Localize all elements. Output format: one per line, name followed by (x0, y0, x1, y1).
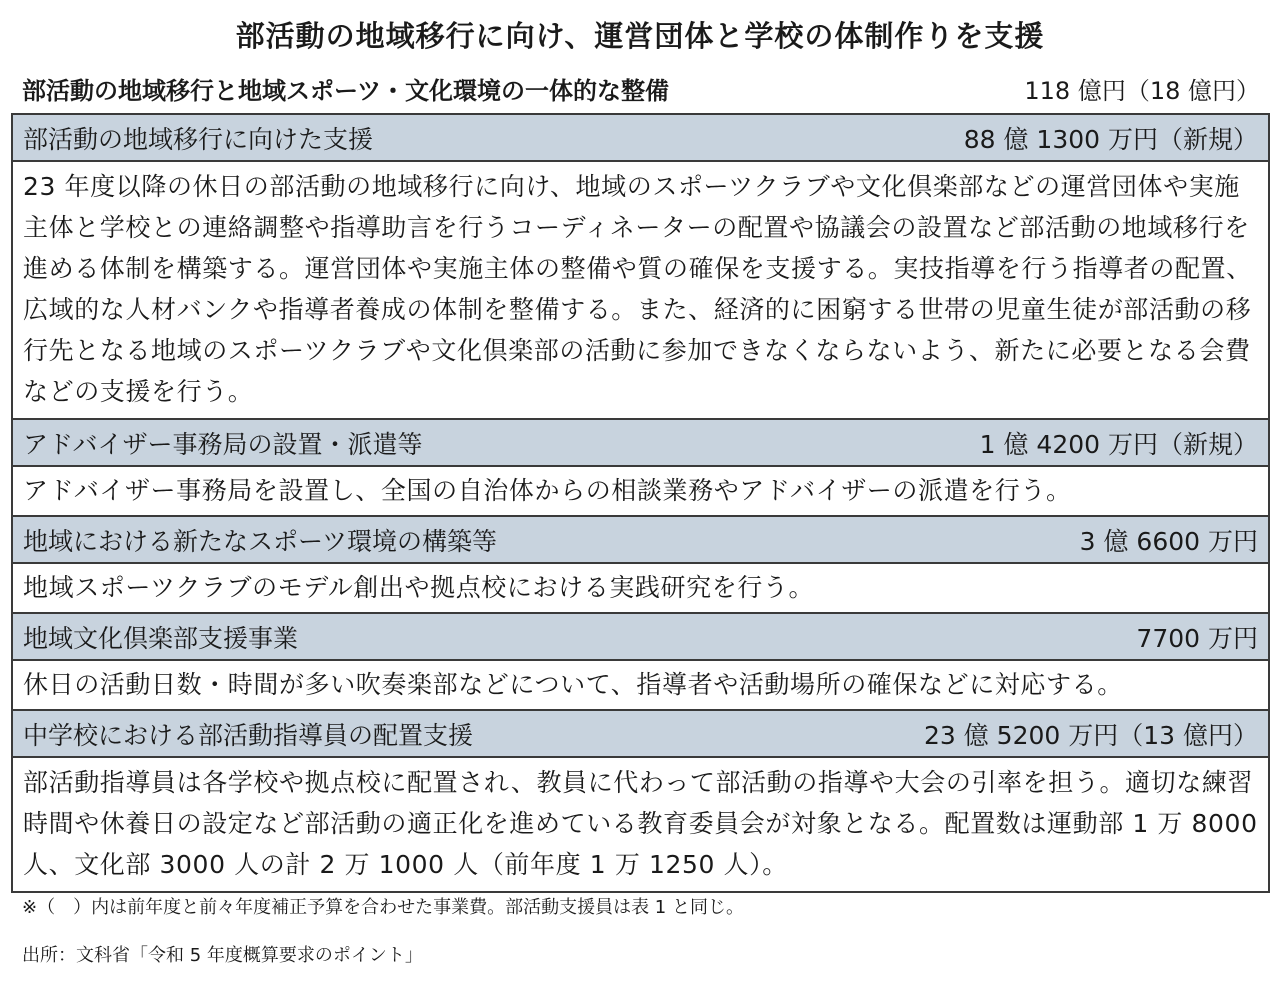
section-amount: 7700 万円 (1136, 623, 1258, 653)
section-header-club-transition (13, 115, 1268, 162)
section-heading: アドバイザー事務局の設置・派遣等 (23, 429, 423, 459)
section-heading: 地域における新たなスポーツ環境の構築等 (23, 526, 498, 556)
section-heading: 地域文化倶楽部支援事業 (23, 623, 299, 653)
section-amount: 3 億 6600 万円 (1079, 526, 1258, 556)
section-amount: 23 億 5200 万円（13 億円） (923, 720, 1258, 750)
summary-label: 部活動の地域移行と地域スポーツ・文化環境の一体的な整備 (22, 76, 670, 105)
section-header-club-instructor (13, 711, 1268, 758)
section-heading: 中学校における部活動指導員の配置支援 (23, 720, 474, 750)
section-header-sports-environment (13, 517, 1268, 564)
summary-row (22, 66, 1260, 110)
summary-amount: 118 億円（18 億円） (1024, 76, 1260, 105)
section-body-advisor-office: アドバイザー事務局を設置し、全国の自治体からの相談業務やアドバイザーの派遣を行う。 (13, 467, 1268, 517)
section-heading: 部活動の地域移行に向けた支援 (23, 124, 374, 154)
section-amount: 1 億 4200 万円（新規） (979, 429, 1258, 459)
section-body-club-instructor: 部活動指導員は各学校や拠点校に配置され、教員に代わって部活動の指導や大会の引率を担う。適切な練習時間や休養日の設定など部活動の適正化を進めている教育委員会が対象となる。配置数は運動部 1 万 8000 人、文化部 3000 人の計 2 万 1000 人（前年度 1 万 1250 人）。 (23, 768, 1258, 879)
section-header-advisor-office (13, 420, 1268, 467)
section-amount: 88 億 1300 万円（新規） (963, 124, 1258, 154)
section-header-culture-club (13, 614, 1268, 661)
source-citation: 出所：文科省「令和 5 年度概算要求のポイント」 (22, 945, 423, 966)
budget-table (11, 113, 1270, 893)
footnote: ※（ ）内は前年度と前々年度補正予算を合わせた事業費。部活動支援員は表 1 と同じ。 (22, 897, 744, 918)
section-body-sports-environment: 地域スポーツクラブのモデル創出や拠点校における実践研究を行う。 (13, 564, 1268, 614)
page-title: 部活動の地域移行に向け、運営団体と学校の体制作りを支援 (235, 19, 1045, 53)
section-body-culture-club: 休日の活動日数・時間が多い吹奏楽部などについて、指導者や活動場所の確保などに対応する。 (13, 661, 1268, 711)
section-body-club-transition: 23 年度以降の休日の部活動の地域移行に向け、地域のスポーツクラブや文化倶楽部などの運営団体や実施主体と学校との連絡調整や指導助言を行うコーディネーターの配置や協議会の設置など部活動の地域移行を進める体制を構築する。運営団体や実施主体の整備や質の確保を支援する。実技指導を行う指導者の配置、広域的な人材バンクや指導者養成の体制を整備する。また、経済的に困窮する世帯の児童生徒が部活動の移行先となる地域のスポーツクラブや文化倶楽部の活動に参加できなくならないよう、新たに必要となる会費などの支援を行う。 (13, 162, 1268, 420)
